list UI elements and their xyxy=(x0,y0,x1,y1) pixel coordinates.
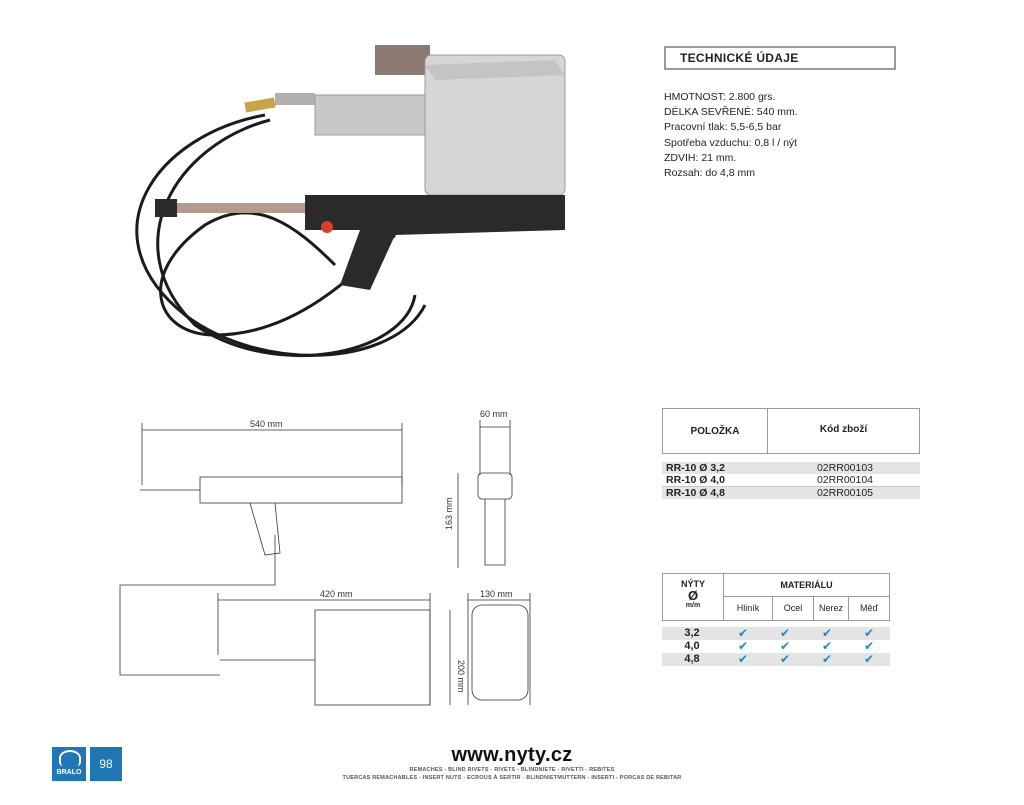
spec-pressure: Pracovní tlak: 5,5-6,5 bar xyxy=(664,121,782,134)
tagline-2: TUERCAS REMACHABLES - INSERT NUTS - ECROUS À SERTIR - BLINDNIETMUTTERN - INSERTI - PORCAS DE REBITAR xyxy=(342,775,682,781)
check-icon: ✔ xyxy=(863,639,875,653)
diameter-symbol: Ø xyxy=(687,588,699,603)
col-stainless: Nerez xyxy=(814,597,849,620)
check-icon: ✔ xyxy=(821,626,833,640)
check-icon: ✔ xyxy=(737,639,749,653)
check-icon: ✔ xyxy=(821,639,833,653)
col-aluminium: Hliník xyxy=(724,597,773,620)
check-icon: ✔ xyxy=(779,639,791,653)
col-item: POLOŽKA xyxy=(663,409,768,453)
website-link[interactable]: www.nyty.cz xyxy=(451,744,573,766)
rivet-diameter: 4,8 xyxy=(684,653,700,665)
col-steel: Ocel xyxy=(773,597,814,620)
materials-table xyxy=(662,573,890,666)
rivet-diameter: 4,0 xyxy=(684,640,700,652)
dim-130: 130 mm xyxy=(480,589,513,599)
spec-range: Rozsah: do 4,8 mm xyxy=(664,167,756,180)
check-icon: ✔ xyxy=(863,626,875,640)
col-material: MATERIÁLU xyxy=(724,574,889,597)
table-row xyxy=(662,627,890,640)
riveting-tool-photo xyxy=(95,35,615,380)
dim-200: 200 mm xyxy=(456,660,466,693)
item-code: 02RR00104 xyxy=(816,474,874,486)
spec-length: DÉLKA SEVŘENÉ: 540 mm. xyxy=(664,106,798,119)
dim-60: 60 mm xyxy=(480,409,508,419)
item-name: RR-10 Ø 4,8 xyxy=(666,487,725,499)
item-name: RR-10 Ø 4,0 xyxy=(666,474,725,486)
tagline-1: REMACHES - BLIND RIVETS - RIVETS - BLINDNIETE - RIVETTI - REBITES xyxy=(409,767,615,773)
product-table-header xyxy=(662,408,920,454)
rivet-diameter: 3,2 xyxy=(684,627,700,639)
table-row xyxy=(662,653,890,666)
dim-540: 540 mm xyxy=(250,419,283,429)
col-nyty: NÝTY xyxy=(680,579,705,589)
page-number: 98 xyxy=(90,747,122,781)
logo-text: BRALO xyxy=(56,769,82,776)
col-code: Kód zboží xyxy=(819,424,868,435)
check-icon: ✔ xyxy=(779,626,791,640)
dim-420: 420 mm xyxy=(320,589,353,599)
technical-drawing xyxy=(100,405,650,725)
check-icon: ✔ xyxy=(779,652,791,666)
col-rivet-diameter xyxy=(663,574,724,620)
materials-table-header xyxy=(662,573,890,621)
check-icon: ✔ xyxy=(821,652,833,666)
item-code: 02RR00103 xyxy=(816,462,874,474)
table-row xyxy=(662,640,890,653)
product-table xyxy=(662,408,920,499)
spec-weight: HMOTNOST: 2.800 grs. xyxy=(664,91,776,103)
technical-specs xyxy=(664,90,798,181)
spec-air-consumption: Spotřeba vzduchu: 0,8 l / nýt xyxy=(664,136,798,149)
item-code: 02RR00105 xyxy=(816,487,874,499)
check-icon: ✔ xyxy=(737,626,749,640)
col-copper: Měď xyxy=(859,603,879,613)
dim-163: 163 mm xyxy=(444,497,454,530)
table-row xyxy=(662,474,920,487)
check-icon: ✔ xyxy=(863,652,875,666)
item-name: RR-10 Ø 3,2 xyxy=(666,462,725,474)
technical-data-title: TECHNICKÉ ÚDAJE xyxy=(664,46,896,70)
spec-stroke: ZDVIH: 21 mm. xyxy=(664,151,737,164)
check-icon: ✔ xyxy=(737,652,749,666)
table-row xyxy=(662,487,920,499)
col-unit: m/m xyxy=(685,602,701,609)
